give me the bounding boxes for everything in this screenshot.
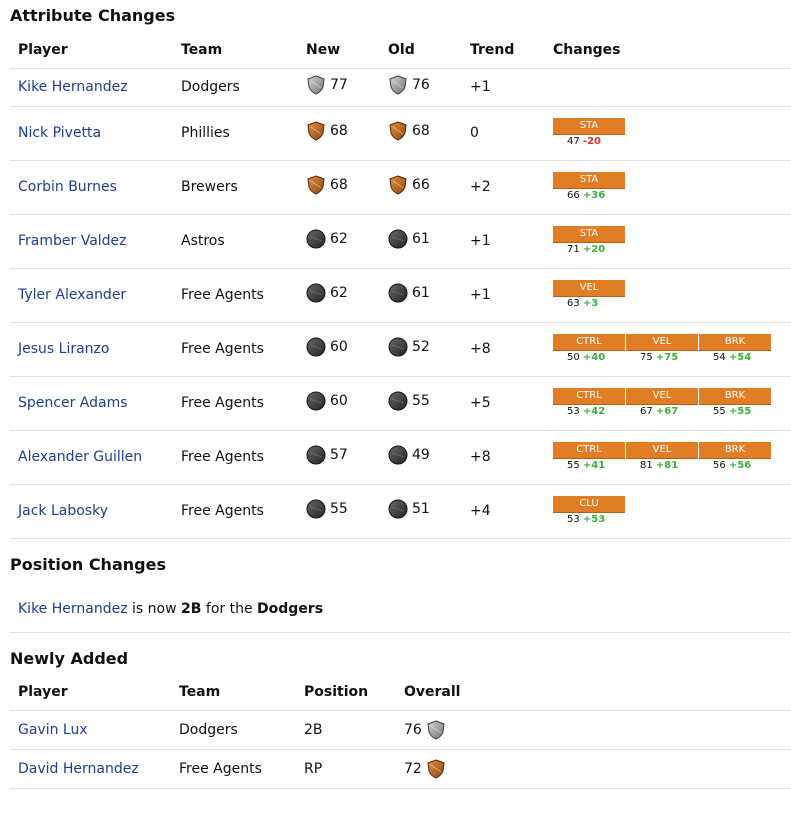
attribute-delta: +53: [582, 513, 606, 525]
attribute-values: [553, 513, 625, 527]
attribute-value: 50: [567, 351, 580, 363]
rating-value: 55: [330, 501, 348, 517]
attribute-value: 66: [567, 189, 580, 201]
team-cell: Astros: [173, 214, 298, 268]
attribute-label: BRK: [699, 442, 771, 459]
player-link[interactable]: Kike Hernandez: [18, 600, 128, 617]
attribute-chip: [626, 334, 698, 365]
attribute-changes-title: Attribute Changes: [10, 6, 176, 25]
table-row: [10, 68, 791, 106]
attribute-label: VEL: [553, 280, 625, 297]
trend-cell: +1: [462, 68, 545, 106]
bronze-card-icon: [388, 175, 408, 195]
attribute-values: [553, 351, 625, 365]
attribute-delta: +3: [582, 297, 599, 309]
attribute-values: [553, 405, 625, 419]
attribute-delta: +56: [728, 459, 752, 471]
trend-cell: +5: [462, 376, 545, 430]
bronze-card-icon: [388, 121, 408, 141]
team-cell: Free Agents: [173, 484, 298, 538]
attribute-delta: +41: [582, 459, 606, 471]
attribute-delta: +42: [582, 405, 606, 417]
player-link[interactable]: Alexander Guillen: [18, 449, 143, 465]
table-row: [10, 484, 791, 538]
rating-value: 62: [330, 231, 348, 247]
position-changes-title: Position Changes: [10, 554, 166, 574]
attribute-value: 71: [567, 243, 580, 255]
attribute-label: CTRL: [553, 442, 625, 459]
attribute-values: [553, 189, 625, 203]
col-team[interactable]: Team: [179, 684, 221, 700]
silver-card-icon: [306, 75, 326, 95]
attribute-label: BRK: [699, 388, 771, 405]
attribute-chip: [553, 334, 625, 365]
bronze-card-icon: [426, 759, 446, 779]
col-trend[interactable]: Trend: [470, 41, 515, 58]
changes-cell: [545, 322, 791, 376]
rating-value: 72: [404, 761, 422, 777]
rating-value: 60: [330, 393, 348, 409]
old-rating: [388, 337, 430, 357]
table-row: [10, 430, 791, 484]
changes-cell: [545, 430, 791, 484]
table-row: [10, 106, 791, 160]
new-rating: [306, 283, 348, 303]
position-cell: RP: [296, 750, 396, 789]
attribute-chip: [626, 388, 698, 419]
rating-value: 68: [330, 123, 348, 139]
attribute-value: 67: [640, 405, 653, 417]
col-team[interactable]: Team: [181, 41, 223, 58]
team-name: Dodgers: [257, 600, 324, 617]
attribute-values: [699, 351, 771, 365]
player-link[interactable]: Nick Pivetta: [18, 125, 102, 141]
table-row: [10, 711, 791, 750]
old-rating: [388, 499, 430, 519]
common-card-icon: [388, 445, 408, 465]
attribute-label: STA: [553, 226, 625, 243]
common-card-icon: [388, 337, 408, 357]
new-rating: [306, 391, 348, 411]
player-link[interactable]: Tyler Alexander: [18, 287, 127, 303]
changes-cell: [545, 484, 791, 538]
attribute-delta: +67: [655, 405, 679, 417]
attribute-values: [553, 297, 625, 311]
changes-cell: [545, 214, 791, 268]
trend-cell: 0: [462, 106, 545, 160]
trend-cell: +2: [462, 160, 545, 214]
old-rating: [388, 445, 430, 465]
team-cell: Free Agents: [173, 322, 298, 376]
attribute-chip: [553, 118, 625, 149]
bronze-card-icon: [306, 121, 326, 141]
player-link[interactable]: Kike Hernandez: [18, 79, 128, 95]
changes-cell: [545, 106, 791, 160]
col-player[interactable]: Player: [18, 41, 68, 58]
player-link[interactable]: David Hernandez: [18, 761, 139, 777]
attribute-chip: [553, 172, 625, 203]
rating-value: 62: [330, 285, 348, 301]
attribute-label: VEL: [626, 334, 698, 351]
table-row: [10, 322, 791, 376]
attribute-chip: [553, 226, 625, 257]
table-row: [10, 160, 791, 214]
attribute-delta: +81: [655, 459, 679, 471]
old-rating: [388, 283, 430, 303]
common-card-icon: [306, 445, 326, 465]
rating-value: 51: [412, 501, 430, 517]
team-cell: Free Agents: [173, 268, 298, 322]
new-rating: [306, 121, 348, 141]
rating-value: 76: [412, 77, 430, 93]
attribute-value: 75: [640, 351, 653, 363]
change-chips: [553, 442, 791, 473]
attribute-values: [553, 243, 625, 257]
attribute-delta: +20: [582, 243, 606, 255]
attribute-delta: +36: [582, 189, 606, 201]
new-rating: [306, 175, 348, 195]
col-player[interactable]: Player: [18, 684, 68, 700]
new-rating: [306, 229, 348, 249]
attribute-values: [699, 459, 771, 473]
new-rating: [306, 75, 348, 95]
text-for-the: for the: [205, 600, 253, 617]
attribute-label: STA: [553, 172, 625, 189]
attribute-value: 56: [713, 459, 726, 471]
attribute-label: BRK: [699, 334, 771, 351]
attribute-values: [626, 459, 698, 473]
player-link[interactable]: Corbin Burnes: [18, 179, 117, 195]
table-header-row: [10, 671, 791, 711]
new-rating: [306, 445, 348, 465]
bronze-card-icon: [306, 175, 326, 195]
attribute-values: [553, 459, 625, 473]
attribute-value: 55: [567, 459, 580, 471]
common-card-icon: [306, 337, 326, 357]
new-rating: [306, 337, 348, 357]
player-link[interactable]: Spencer Adams: [18, 395, 128, 411]
rating-value: 55: [412, 393, 430, 409]
team-cell: Free Agents: [171, 750, 296, 789]
attribute-label: VEL: [626, 388, 698, 405]
trend-cell: +8: [462, 430, 545, 484]
rating-value: 57: [330, 447, 348, 463]
common-card-icon: [306, 499, 326, 519]
new-position: 2B: [181, 600, 202, 617]
attribute-values: [626, 405, 698, 419]
trend-cell: +4: [462, 484, 545, 538]
attribute-chip: [553, 280, 625, 311]
common-card-icon: [388, 391, 408, 411]
rating-value: 49: [412, 447, 430, 463]
table-row: [10, 376, 791, 430]
team-cell: Dodgers: [171, 711, 296, 750]
attribute-value: 47: [567, 135, 580, 147]
silver-card-icon: [426, 720, 446, 740]
attribute-chip: [626, 442, 698, 473]
attribute-label: CTRL: [553, 334, 625, 351]
attribute-delta: +40: [582, 351, 606, 363]
rating-value: 77: [330, 77, 348, 93]
overall-rating: [404, 759, 446, 779]
old-rating: [388, 121, 430, 141]
common-card-icon: [306, 229, 326, 249]
attribute-label: CTRL: [553, 388, 625, 405]
changes-cell: [545, 268, 791, 322]
attribute-label: VEL: [626, 442, 698, 459]
attribute-delta: -20: [582, 135, 601, 147]
attribute-delta: +55: [728, 405, 752, 417]
common-card-icon: [388, 283, 408, 303]
col-position[interactable]: Position: [304, 684, 369, 700]
rating-value: 66: [412, 177, 430, 193]
trend-cell: +8: [462, 322, 545, 376]
common-card-icon: [306, 391, 326, 411]
attribute-label: CLU: [553, 496, 625, 513]
trend-cell: +1: [462, 268, 545, 322]
newly-added-table: [10, 671, 791, 790]
table-header-row: [10, 28, 791, 68]
col-new[interactable]: New: [306, 41, 341, 58]
rating-value: 52: [412, 339, 430, 355]
rating-value: 60: [330, 339, 348, 355]
rating-value: 76: [404, 722, 422, 738]
team-cell: Phillies: [173, 106, 298, 160]
change-chips: [553, 118, 791, 149]
attribute-value: 53: [567, 513, 580, 525]
table-row: [10, 750, 791, 789]
attribute-chip: [699, 334, 771, 365]
trend-cell: +1: [462, 214, 545, 268]
overall-rating: [404, 720, 446, 740]
attribute-chip: [553, 442, 625, 473]
text-is-now: is now: [132, 600, 177, 617]
old-rating: [388, 391, 430, 411]
col-changes: Changes: [553, 41, 621, 58]
change-chips: [553, 496, 791, 527]
table-row: [10, 214, 791, 268]
change-chips: [553, 172, 791, 203]
rating-value: 61: [412, 285, 430, 301]
team-cell: Free Agents: [173, 376, 298, 430]
common-card-icon: [388, 229, 408, 249]
team-cell: Dodgers: [173, 68, 298, 106]
col-old[interactable]: Old: [388, 41, 415, 58]
change-chips: [553, 226, 791, 257]
attribute-value: 81: [640, 459, 653, 471]
changes-cell: [545, 376, 791, 430]
rating-value: 61: [412, 231, 430, 247]
old-rating: [388, 229, 430, 249]
change-chips: [553, 334, 791, 365]
attribute-values: [553, 135, 625, 149]
attribute-values: [626, 351, 698, 365]
col-overall[interactable]: Overall: [404, 684, 461, 700]
attribute-delta: +54: [728, 351, 752, 363]
player-link[interactable]: Gavin Lux: [18, 722, 88, 738]
player-link[interactable]: Jesus Liranzo: [18, 341, 110, 357]
new-rating: [306, 499, 348, 519]
table-row: [10, 268, 791, 322]
attribute-chip: [553, 496, 625, 527]
old-rating: [388, 75, 430, 95]
changes-cell: [545, 68, 791, 106]
position-changes-list: [10, 585, 781, 633]
attribute-value: 54: [713, 351, 726, 363]
team-cell: Free Agents: [173, 430, 298, 484]
player-link[interactable]: Jack Labosky: [18, 503, 108, 519]
team-cell: Brewers: [173, 160, 298, 214]
newly-added-title: Newly Added: [10, 648, 129, 668]
attribute-value: 55: [713, 405, 726, 417]
common-card-icon: [306, 283, 326, 303]
position-cell: 2B: [296, 711, 396, 750]
attribute-value: 53: [567, 405, 580, 417]
attribute-values: [699, 405, 771, 419]
attribute-changes-table: [10, 28, 791, 539]
player-link[interactable]: Framber Valdez: [18, 233, 127, 249]
change-chips: [553, 388, 791, 419]
changes-cell: [545, 160, 791, 214]
attribute-chip: [699, 442, 771, 473]
position-change-item: [10, 585, 791, 633]
attribute-label: STA: [553, 118, 625, 135]
rating-value: 68: [330, 177, 348, 193]
common-card-icon: [388, 499, 408, 519]
attribute-chip: [699, 388, 771, 419]
rating-value: 68: [412, 123, 430, 139]
old-rating: [388, 175, 430, 195]
change-chips: [553, 280, 791, 311]
attribute-chip: [553, 388, 625, 419]
attribute-delta: +75: [655, 351, 679, 363]
attribute-value: 63: [567, 297, 580, 309]
silver-card-icon: [388, 75, 408, 95]
